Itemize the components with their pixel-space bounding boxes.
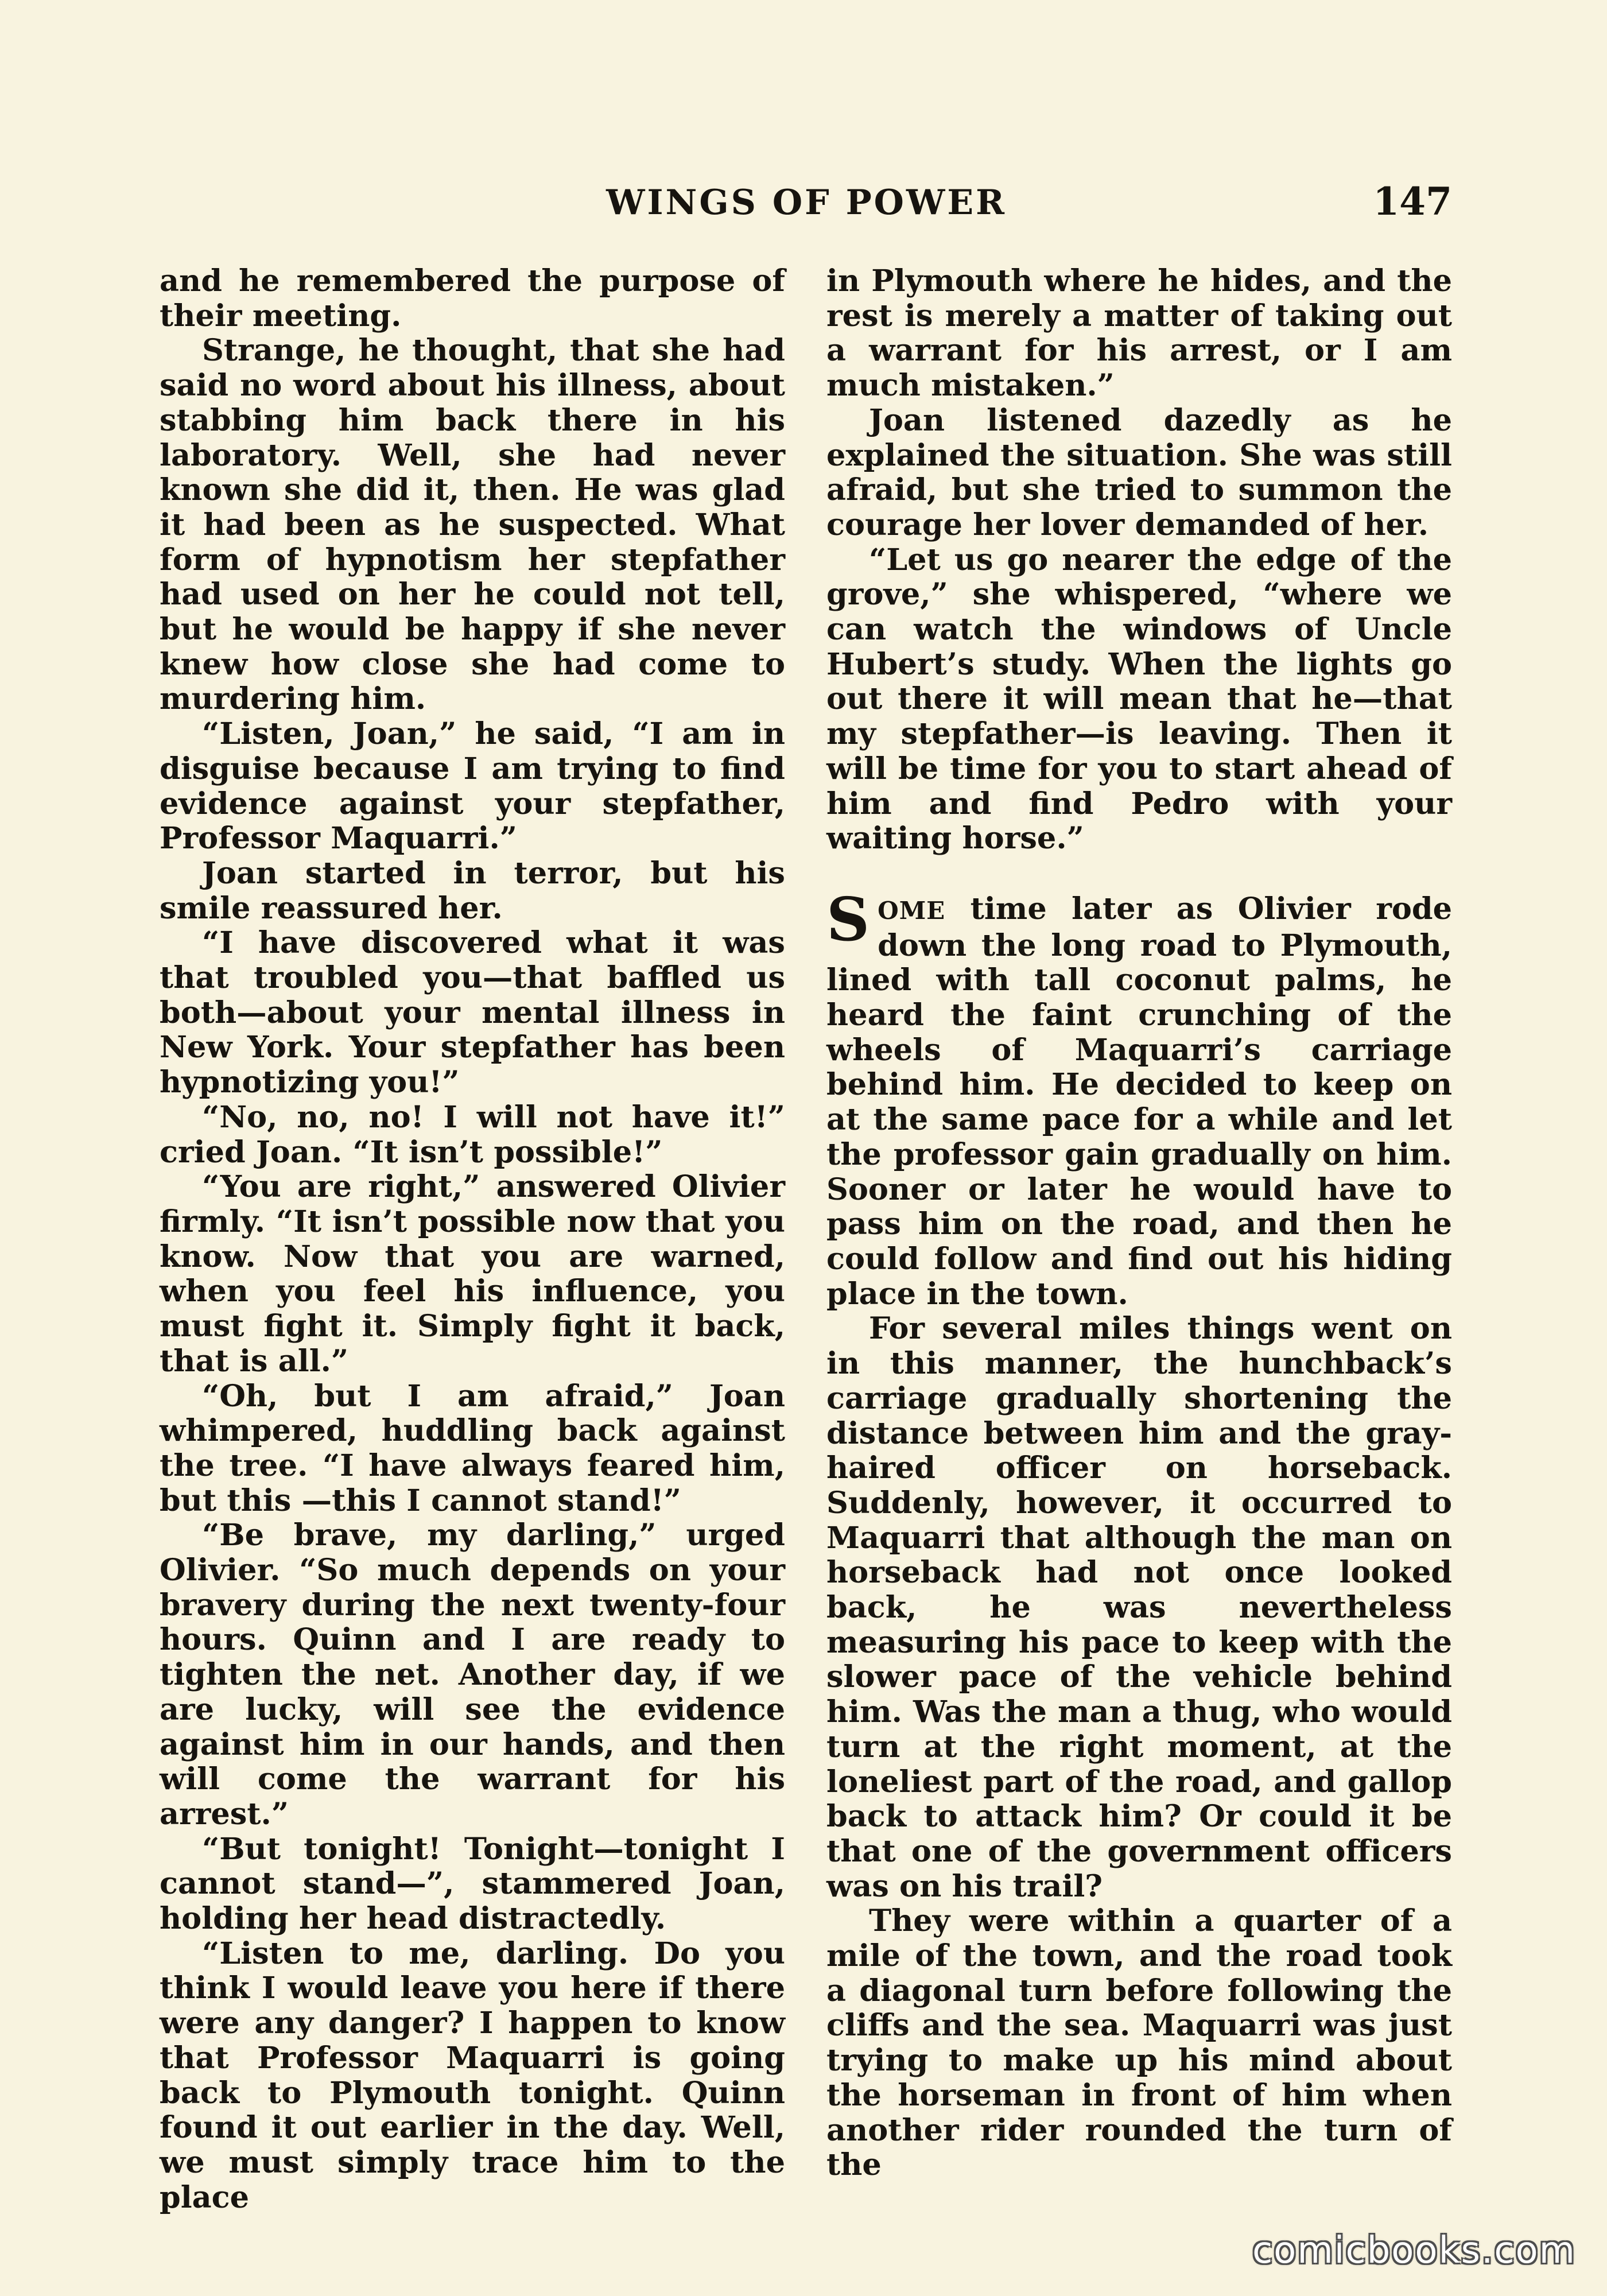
paragraph: “You are right,” answered Olivier firmly. “It isn’t possible now that you know. Now that you are warned, when you feel his influence, you must fight it. Simply fight it back, that is all.”	[160, 1169, 785, 1379]
right-column	[826, 263, 1452, 2183]
paragraph: Joan started in terror, but his smile reassured her.	[160, 855, 785, 926]
paragraph: They were within a quarter of a mile of the town, and the road took a diagonal turn before following the cliffs and the sea. Maquarri was just trying to make up his mind about the horseman in front of him when another rider rounded the turn of the	[826, 1903, 1452, 2183]
drop-cap: S	[826, 883, 870, 955]
paragraph: in Plymouth where he hides, and the rest is merely a matter of taking out a warrant for his arrest, or I am much mistaken.”	[826, 263, 1452, 404]
paragraph-text: time later as Olivier rode down the long road to Plymouth, lined with tall coconut palms, he heard the faint crunching of the wheels of Maquarri’s carriage behind him. He decided to keep on at the same pace for a while and let the professor gain gradually on him. Sooner or later he would have to pass him on the road, and then he could follow and find out his hiding place in the town.	[826, 891, 1452, 1312]
paragraph: “Listen to me, darling. Do you think I would leave you here if there were any danger? I happen to know that Professor Maquarri is going back to Plymouth tonight. Quinn found it out earlier in the day. Well, we must simply trace him to the place	[160, 1936, 785, 2215]
paragraph: “Let us go nearer the edge of the grove,” she whispered, “where we can watch the windows of Uncle Hubert’s study. When the lights go out there it will mean that he—that my stepfather—is leaving. Then it will be time for you to start ahead of him and find Pedro with your waiting horse.”	[826, 542, 1452, 856]
section-opening-paragraph	[826, 883, 1452, 1312]
paragraph: Strange, he thought, that she had said no word about his illness, about stabbing him back there in his laboratory. Well, she had never known she did it, then. He was glad it had been as he suspected. What form of hypnotism her stepfather had used on her he could not tell, but he would be happy if she never knew how close she had come to murdering him.	[160, 333, 785, 717]
paragraph: “Be brave, my darling,” urged Olivier. “So much depends on your bravery during the next twenty-four hours. Quinn and I are ready to tighten the net. Another day, if we are lucky, will see the evidence against him in our hands, and then will come the warrant for his arrest.”	[160, 1518, 785, 1832]
paragraph: For several miles things went on in this manner, the hunchback’s carriage gradually shortening the distance between him and the gray-haired officer on horseback. Suddenly, however, it occurred to Maquarri that although the man on horseback had not once looked back, he was nevertheless measuring his pace to keep with the slower pace of the vehicle behind him. Was the man a thug, who would turn at the right moment, at the loneliest part of the road, and gallop back to attack him? Or could it be that one of the government officers was on his trail?	[826, 1311, 1452, 1904]
page-header	[161, 179, 1452, 228]
paragraph: “Oh, but I am afraid,” Joan whimpered, huddling back against the tree. “I have always feared him, but this —this I cannot stand!”	[160, 1378, 785, 1518]
page-number: 147	[1373, 179, 1452, 224]
paragraph: and he remembered the purpose of their meeting.	[160, 263, 785, 333]
running-title: WINGS OF POWER	[606, 183, 1007, 223]
watermark-logo: comicbooks.com	[1252, 2229, 1576, 2272]
paragraph: Joan listened dazedly as he explained the situation. She was still afraid, but she tried to summon the courage her lover demanded of her.	[826, 402, 1452, 542]
paragraph: “No, no, no! I will not have it!” cried Joan. “It isn’t possible!”	[160, 1099, 785, 1170]
left-column	[160, 263, 785, 2215]
paragraph: “But tonight! Tonight—tonight I cannot stand—”, stammered Joan, holding her head distractedly.	[160, 1831, 785, 1937]
paragraph: “Listen, Joan,” he said, “I am in disguise because I am trying to find evidence against your stepfather, Professor Maquarri.”	[160, 716, 785, 856]
small-caps-lead: OME	[878, 896, 946, 925]
paragraph: “I have discovered what it was that troubled you—that baffled us both—about your mental illness in New York. Your stepfather has been hypnotizing you!”	[160, 925, 785, 1100]
